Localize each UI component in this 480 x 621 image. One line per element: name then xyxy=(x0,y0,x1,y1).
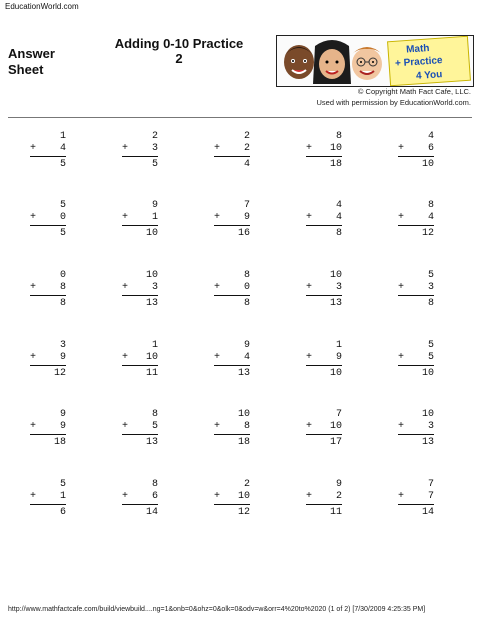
operator-spacer xyxy=(30,409,40,421)
sum-answer: 10 xyxy=(421,368,434,379)
sum-rule xyxy=(122,434,158,435)
plus-sign: + xyxy=(306,282,313,293)
sum-answer: 8 xyxy=(59,298,66,309)
problem-item xyxy=(398,479,434,519)
addend-top: 5 xyxy=(59,479,66,490)
plus-sign: + xyxy=(306,421,313,432)
addend-bottom-line xyxy=(398,352,434,364)
addend-top-line xyxy=(214,270,250,282)
addend-bottom-line xyxy=(214,352,250,364)
addend-top: 8 xyxy=(427,200,434,211)
sum-answer: 8 xyxy=(335,228,342,239)
addend-bottom: 10 xyxy=(145,352,158,363)
plus-sign: + xyxy=(398,352,405,363)
addend-bottom-line xyxy=(30,491,66,503)
problem-item xyxy=(398,270,434,310)
problem-item xyxy=(214,200,250,240)
addend-bottom-line xyxy=(30,352,66,364)
problem-item xyxy=(122,340,158,380)
problem-item xyxy=(306,409,342,449)
addend-bottom: 4 xyxy=(59,143,66,154)
math-practice-logo xyxy=(276,35,474,87)
operator-spacer xyxy=(122,131,132,143)
addend-bottom: 1 xyxy=(151,212,158,223)
problem-item xyxy=(122,131,158,171)
addend-bottom-line xyxy=(306,421,342,433)
operator-spacer xyxy=(122,340,132,352)
sum-answer: 6 xyxy=(59,507,66,518)
addend-bottom-line xyxy=(306,143,342,155)
plus-sign: + xyxy=(122,491,129,502)
plus-sign: + xyxy=(30,282,37,293)
addend-bottom: 3 xyxy=(427,282,434,293)
addend-top: 9 xyxy=(243,340,250,351)
addend-top: 7 xyxy=(243,200,250,211)
sum-answer: 13 xyxy=(421,437,434,448)
plus-sign: + xyxy=(122,143,129,154)
addend-top: 3 xyxy=(59,340,66,351)
addend-bottom: 9 xyxy=(243,212,250,223)
plus-sign: + xyxy=(306,212,313,223)
addend-bottom-line xyxy=(122,212,158,224)
sum-answer: 5 xyxy=(59,228,66,239)
addend-top-line xyxy=(122,409,158,421)
addend-bottom: 3 xyxy=(151,282,158,293)
operator-spacer xyxy=(398,479,408,491)
addend-bottom-line xyxy=(30,143,66,155)
sum-rule xyxy=(30,434,66,435)
operator-spacer xyxy=(122,479,132,491)
addend-bottom-line xyxy=(306,212,342,224)
plus-sign: + xyxy=(214,491,221,502)
addend-bottom: 9 xyxy=(59,421,66,432)
sum-rule xyxy=(306,156,342,157)
sum-rule xyxy=(398,156,434,157)
addend-top: 7 xyxy=(335,409,342,420)
copyright-line: © Copyright Math Fact Cafe, LLC. xyxy=(357,87,471,96)
operator-spacer xyxy=(398,200,408,212)
addend-top: 1 xyxy=(151,340,158,351)
sum-answer: 18 xyxy=(237,437,250,448)
problem-item xyxy=(398,131,434,171)
addend-bottom-line xyxy=(306,352,342,364)
addend-bottom: 4 xyxy=(243,352,250,363)
addend-bottom: 6 xyxy=(151,491,158,502)
answer-sheet-label xyxy=(8,46,55,78)
operator-spacer xyxy=(30,340,40,352)
problem-item xyxy=(214,409,250,449)
addend-bottom: 2 xyxy=(335,491,342,502)
header-divider xyxy=(8,117,472,118)
addend-bottom-line xyxy=(30,212,66,224)
worksheet-title-line2: 2 xyxy=(175,51,183,66)
addend-bottom-line xyxy=(122,421,158,433)
operator-spacer xyxy=(122,200,132,212)
addend-bottom-line xyxy=(214,282,250,294)
addend-top-line xyxy=(30,340,66,352)
addend-top: 9 xyxy=(151,200,158,211)
addend-top: 10 xyxy=(145,270,158,281)
plus-sign: + xyxy=(306,143,313,154)
addend-top: 1 xyxy=(335,340,342,351)
logo-illustration xyxy=(277,36,473,86)
addend-top: 2 xyxy=(151,131,158,142)
addend-bottom: 9 xyxy=(59,352,66,363)
addend-top: 8 xyxy=(151,409,158,420)
problem-item xyxy=(122,200,158,240)
sum-answer: 13 xyxy=(145,298,158,309)
addend-top-line xyxy=(398,340,434,352)
addend-bottom-line xyxy=(398,421,434,433)
addend-bottom-line xyxy=(214,143,250,155)
addend-bottom: 3 xyxy=(151,143,158,154)
operator-spacer xyxy=(214,409,224,421)
sum-answer: 18 xyxy=(53,437,66,448)
plus-sign: + xyxy=(122,282,129,293)
operator-spacer xyxy=(30,479,40,491)
sum-rule xyxy=(214,504,250,505)
problem-item xyxy=(214,131,250,171)
operator-spacer xyxy=(398,131,408,143)
addend-top: 9 xyxy=(335,479,342,490)
logo-line3: 4 You xyxy=(415,69,443,82)
operator-spacer xyxy=(214,131,224,143)
sum-answer: 13 xyxy=(237,368,250,379)
addend-top-line xyxy=(398,270,434,282)
sum-rule xyxy=(30,295,66,296)
operator-spacer xyxy=(214,340,224,352)
plus-sign: + xyxy=(214,282,221,293)
problem-item xyxy=(398,340,434,380)
addend-top-line xyxy=(398,131,434,143)
addend-bottom-line xyxy=(214,421,250,433)
problem-item xyxy=(306,270,342,310)
operator-spacer xyxy=(214,479,224,491)
sum-rule xyxy=(306,295,342,296)
addend-top-line xyxy=(30,131,66,143)
addend-top-line xyxy=(214,409,250,421)
sum-rule xyxy=(214,225,250,226)
addend-top-line xyxy=(306,409,342,421)
kid-face-1-icon xyxy=(284,45,314,79)
sum-rule xyxy=(30,156,66,157)
addend-bottom: 5 xyxy=(151,421,158,432)
addend-top-line xyxy=(398,479,434,491)
addend-top: 8 xyxy=(243,270,250,281)
plus-sign: + xyxy=(122,212,129,223)
addend-bottom: 3 xyxy=(427,421,434,432)
addend-top-line xyxy=(122,340,158,352)
problem-item xyxy=(214,270,250,310)
addend-bottom: 7 xyxy=(427,491,434,502)
sum-answer: 11 xyxy=(145,368,158,379)
operator-spacer xyxy=(30,200,40,212)
addend-bottom: 3 xyxy=(335,282,342,293)
addend-bottom: 5 xyxy=(427,352,434,363)
addend-top: 0 xyxy=(59,270,66,281)
operator-spacer xyxy=(398,270,408,282)
problem-item xyxy=(30,200,66,240)
sum-rule xyxy=(214,434,250,435)
addend-top: 10 xyxy=(237,409,250,420)
addend-top-line xyxy=(30,409,66,421)
operator-spacer xyxy=(306,131,316,143)
plus-sign: + xyxy=(214,212,221,223)
plus-sign: + xyxy=(214,143,221,154)
problem-item xyxy=(214,479,250,519)
sum-answer: 4 xyxy=(243,159,250,170)
operator-spacer xyxy=(306,409,316,421)
addend-bottom-line xyxy=(30,421,66,433)
addend-top-line xyxy=(214,479,250,491)
sum-rule xyxy=(214,365,250,366)
addend-bottom: 0 xyxy=(243,282,250,293)
sum-answer: 14 xyxy=(421,507,434,518)
sum-answer: 5 xyxy=(59,159,66,170)
problem-item xyxy=(306,200,342,240)
addend-bottom-line xyxy=(306,491,342,503)
sum-rule xyxy=(306,365,342,366)
addend-bottom: 1 xyxy=(59,491,66,502)
sum-answer: 17 xyxy=(329,437,342,448)
problem-item xyxy=(30,409,66,449)
sum-answer: 12 xyxy=(53,368,66,379)
sum-rule xyxy=(30,365,66,366)
sum-answer: 12 xyxy=(237,507,250,518)
plus-sign: + xyxy=(214,421,221,432)
plus-sign: + xyxy=(30,143,37,154)
addend-top: 4 xyxy=(427,131,434,142)
operator-spacer xyxy=(30,131,40,143)
operator-spacer xyxy=(30,270,40,282)
operator-spacer xyxy=(122,409,132,421)
addend-bottom-line xyxy=(122,352,158,364)
addend-top-line xyxy=(122,479,158,491)
sum-answer: 12 xyxy=(421,228,434,239)
problem-item xyxy=(306,479,342,519)
sum-rule xyxy=(122,365,158,366)
addend-top: 1 xyxy=(59,131,66,142)
plus-sign: + xyxy=(30,421,37,432)
addend-top-line xyxy=(398,409,434,421)
sum-rule xyxy=(398,504,434,505)
addend-bottom-line xyxy=(122,143,158,155)
problem-item xyxy=(30,131,66,171)
addend-top-line xyxy=(306,479,342,491)
addend-bottom-line xyxy=(30,282,66,294)
addend-top-line xyxy=(122,131,158,143)
sum-answer: 13 xyxy=(145,437,158,448)
plus-sign: + xyxy=(214,352,221,363)
kid-face-2-icon xyxy=(313,40,351,84)
print-footer: http://www.mathfactcafe.com/build/viewbuild....ng=1&onb=0&ohz=0&olk=0&odv=w&orr=4%20to%2020 (1 of 2) [7/30/2009 4:25:35 PM] xyxy=(8,606,426,613)
sum-answer: 10 xyxy=(329,368,342,379)
sum-rule xyxy=(398,295,434,296)
plus-sign: + xyxy=(398,282,405,293)
sum-rule xyxy=(214,295,250,296)
sum-answer: 14 xyxy=(145,507,158,518)
sum-rule xyxy=(398,365,434,366)
sum-rule xyxy=(398,434,434,435)
addend-bottom: 2 xyxy=(243,143,250,154)
problem-item xyxy=(30,340,66,380)
addend-top: 5 xyxy=(59,200,66,211)
sum-rule xyxy=(122,504,158,505)
logo-line1: Math xyxy=(405,42,430,56)
sum-rule xyxy=(30,225,66,226)
addend-bottom-line xyxy=(122,491,158,503)
addend-bottom-line xyxy=(398,491,434,503)
sum-answer: 18 xyxy=(329,159,342,170)
operator-spacer xyxy=(398,409,408,421)
plus-sign: + xyxy=(306,352,313,363)
sum-answer: 10 xyxy=(421,159,434,170)
sum-answer: 13 xyxy=(329,298,342,309)
copyright-credits xyxy=(316,86,471,108)
site-header: EducationWorld.com xyxy=(5,2,79,11)
addend-top-line xyxy=(306,131,342,143)
addend-top-line xyxy=(30,270,66,282)
addend-top: 2 xyxy=(243,479,250,490)
addend-top: 8 xyxy=(335,131,342,142)
sum-rule xyxy=(214,156,250,157)
operator-spacer xyxy=(306,200,316,212)
sum-rule xyxy=(306,434,342,435)
addend-top: 9 xyxy=(59,409,66,420)
addend-top-line xyxy=(214,200,250,212)
sum-rule xyxy=(306,225,342,226)
addend-top: 4 xyxy=(335,200,342,211)
addend-top: 5 xyxy=(427,340,434,351)
problem-item xyxy=(306,340,342,380)
addend-bottom-line xyxy=(306,282,342,294)
permission-line: Used with permission by EducationWorld.com. xyxy=(316,98,471,107)
answer-sheet-line1: Answer xyxy=(8,46,55,61)
addend-top-line xyxy=(306,270,342,282)
addend-bottom: 0 xyxy=(59,212,66,223)
problem-item xyxy=(30,479,66,519)
addend-top-line xyxy=(306,340,342,352)
addend-bottom: 8 xyxy=(59,282,66,293)
addend-bottom: 10 xyxy=(329,421,342,432)
addend-bottom-line xyxy=(214,491,250,503)
operator-spacer xyxy=(122,270,132,282)
addend-top-line xyxy=(30,200,66,212)
logo-line2: + Practice xyxy=(394,55,443,70)
problem-item xyxy=(214,340,250,380)
plus-sign: + xyxy=(398,421,405,432)
addend-top: 5 xyxy=(427,270,434,281)
kid-face-3-icon xyxy=(352,47,382,80)
sum-rule xyxy=(30,504,66,505)
plus-sign: + xyxy=(122,421,129,432)
addend-top: 8 xyxy=(151,479,158,490)
sum-rule xyxy=(398,225,434,226)
addend-top-line xyxy=(214,340,250,352)
addend-top-line xyxy=(30,479,66,491)
plus-sign: + xyxy=(122,352,129,363)
addend-bottom: 9 xyxy=(335,352,342,363)
addend-bottom-line xyxy=(398,212,434,224)
worksheet-title xyxy=(84,36,274,66)
addend-top-line xyxy=(306,200,342,212)
operator-spacer xyxy=(306,270,316,282)
operator-spacer xyxy=(214,270,224,282)
addend-bottom-line xyxy=(122,282,158,294)
sum-answer: 16 xyxy=(237,228,250,239)
sum-answer: 10 xyxy=(145,228,158,239)
problem-item xyxy=(398,409,434,449)
addend-top: 10 xyxy=(421,409,434,420)
sum-answer: 8 xyxy=(427,298,434,309)
addend-bottom: 4 xyxy=(335,212,342,223)
addend-top-line xyxy=(122,270,158,282)
answer-sheet-line2: Sheet xyxy=(8,62,44,77)
addend-top-line xyxy=(398,200,434,212)
sum-rule xyxy=(306,504,342,505)
addend-bottom: 8 xyxy=(243,421,250,432)
addend-top: 10 xyxy=(329,270,342,281)
problem-item xyxy=(398,200,434,240)
plus-sign: + xyxy=(30,212,37,223)
addend-bottom-line xyxy=(398,282,434,294)
problem-item xyxy=(30,270,66,310)
addend-top: 2 xyxy=(243,131,250,142)
plus-sign: + xyxy=(398,212,405,223)
sum-rule xyxy=(122,225,158,226)
worksheet-title-line1: Adding 0-10 Practice xyxy=(114,36,244,51)
problem-item xyxy=(122,409,158,449)
plus-sign: + xyxy=(398,143,405,154)
plus-sign: + xyxy=(30,352,37,363)
operator-spacer xyxy=(306,340,316,352)
addend-top-line xyxy=(214,131,250,143)
sum-rule xyxy=(122,156,158,157)
addend-bottom-line xyxy=(214,212,250,224)
operator-spacer xyxy=(306,479,316,491)
plus-sign: + xyxy=(30,491,37,502)
addend-top: 7 xyxy=(427,479,434,490)
operator-spacer xyxy=(398,340,408,352)
addend-bottom: 10 xyxy=(329,143,342,154)
problem-item xyxy=(306,131,342,171)
problem-item xyxy=(122,270,158,310)
operator-spacer xyxy=(214,200,224,212)
addend-bottom: 6 xyxy=(427,143,434,154)
plus-sign: + xyxy=(306,491,313,502)
addend-bottom: 4 xyxy=(427,212,434,223)
addend-top-line xyxy=(122,200,158,212)
sum-rule xyxy=(122,295,158,296)
sum-answer: 8 xyxy=(243,298,250,309)
plus-sign: + xyxy=(398,491,405,502)
addend-bottom: 10 xyxy=(237,491,250,502)
sum-answer: 11 xyxy=(329,507,342,518)
problem-item xyxy=(122,479,158,519)
sum-answer: 5 xyxy=(151,159,158,170)
addend-bottom-line xyxy=(398,143,434,155)
